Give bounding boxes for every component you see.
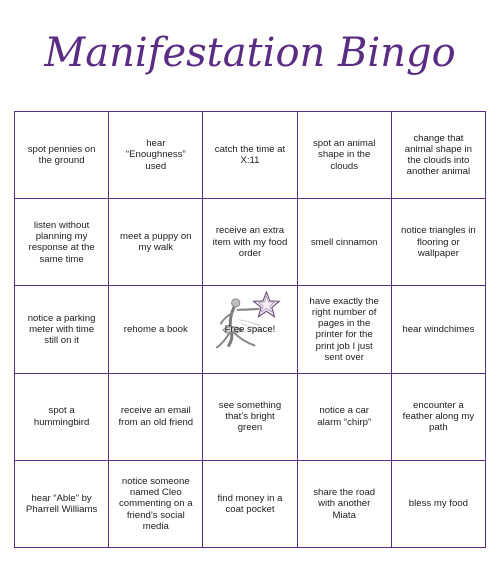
- bingo-cell[interactable]: [298, 374, 392, 461]
- bingo-cell[interactable]: [392, 286, 486, 373]
- bingo-cell[interactable]: [15, 374, 109, 461]
- bingo-cell[interactable]: [109, 461, 203, 548]
- bingo-cell[interactable]: [298, 286, 392, 373]
- bingo-cell[interactable]: [298, 199, 392, 286]
- bingo-cell-label: receive an email from an old friend: [118, 405, 194, 428]
- page-title-wrapper: [0, 14, 500, 94]
- bingo-cell-label: notice a car alarm “chirp”: [317, 405, 372, 428]
- bingo-cell-label: notice a parking meter with time still on it: [27, 312, 96, 347]
- bingo-cell[interactable]: [203, 112, 297, 199]
- bingo-cell-label: share the road with another Miata: [313, 487, 376, 521]
- bingo-cell[interactable]: [15, 461, 109, 548]
- bingo-cell-label: receive an extra item with my food order: [212, 225, 288, 259]
- bingo-cell-label: meet a puppy on my walk: [120, 231, 192, 254]
- bingo-cell-label: spot an animal shape in the clouds: [312, 138, 376, 172]
- bingo-cell-label: hear “Able” by Pharrell Williams: [25, 492, 98, 515]
- free-space-cell[interactable]: [203, 286, 297, 373]
- bingo-cell-label: spot pennies on the ground: [27, 143, 96, 167]
- bingo-cell-label: have exactly the right number of pages in the printer for the print job I just sent over: [309, 295, 379, 363]
- bingo-cell[interactable]: [298, 461, 392, 548]
- bingo-cell[interactable]: [392, 374, 486, 461]
- bingo-cell-label: bless my food: [408, 498, 468, 510]
- bingo-cell[interactable]: [392, 199, 486, 286]
- bingo-cell-label: encounter a feather along my path: [402, 399, 475, 434]
- bingo-cell-label: change that animal shape in the clouds into another animal: [404, 132, 472, 178]
- bingo-cell-label: smell cinnamon: [310, 236, 378, 248]
- bingo-cell-label: hear windchimes: [402, 323, 475, 335]
- bingo-cell-label: hear “Enoughness” used: [125, 138, 186, 172]
- bingo-cell-label: notice someone named Cleo commenting on a friend’s social media: [118, 475, 193, 532]
- bingo-cell[interactable]: [392, 112, 486, 199]
- bingo-cell-label: rehome a book: [123, 323, 188, 335]
- bingo-cell[interactable]: [203, 461, 297, 548]
- bingo-cell[interactable]: [15, 199, 109, 286]
- bingo-cell[interactable]: [15, 112, 109, 199]
- free-space-label: Free space!: [224, 323, 276, 335]
- page-title-svg: [0, 14, 500, 94]
- bingo-cell-label: notice triangles in flooring or wallpaper: [401, 225, 476, 259]
- bingo-grid: [14, 111, 486, 548]
- bingo-cell[interactable]: [203, 374, 297, 461]
- bingo-cell[interactable]: [109, 286, 203, 373]
- bingo-cell[interactable]: [203, 199, 297, 286]
- bingo-cell-label: find money in a coat pocket: [217, 492, 283, 515]
- bingo-cell[interactable]: [109, 112, 203, 199]
- page-title: Manifestation Bingo: [44, 30, 456, 76]
- bingo-cell[interactable]: [109, 374, 203, 461]
- bingo-cell[interactable]: [15, 286, 109, 373]
- bingo-cell[interactable]: [298, 112, 392, 199]
- bingo-cell-label: spot a hummingbird: [33, 405, 90, 428]
- bingo-cell-label: see something that’s bright green: [218, 399, 282, 434]
- bingo-cell[interactable]: [109, 199, 203, 286]
- bingo-cell-label: catch the time at X:11: [214, 143, 286, 167]
- bingo-cell[interactable]: [392, 461, 486, 548]
- bingo-cell-label: listen without planning my response at the same time: [28, 219, 95, 265]
